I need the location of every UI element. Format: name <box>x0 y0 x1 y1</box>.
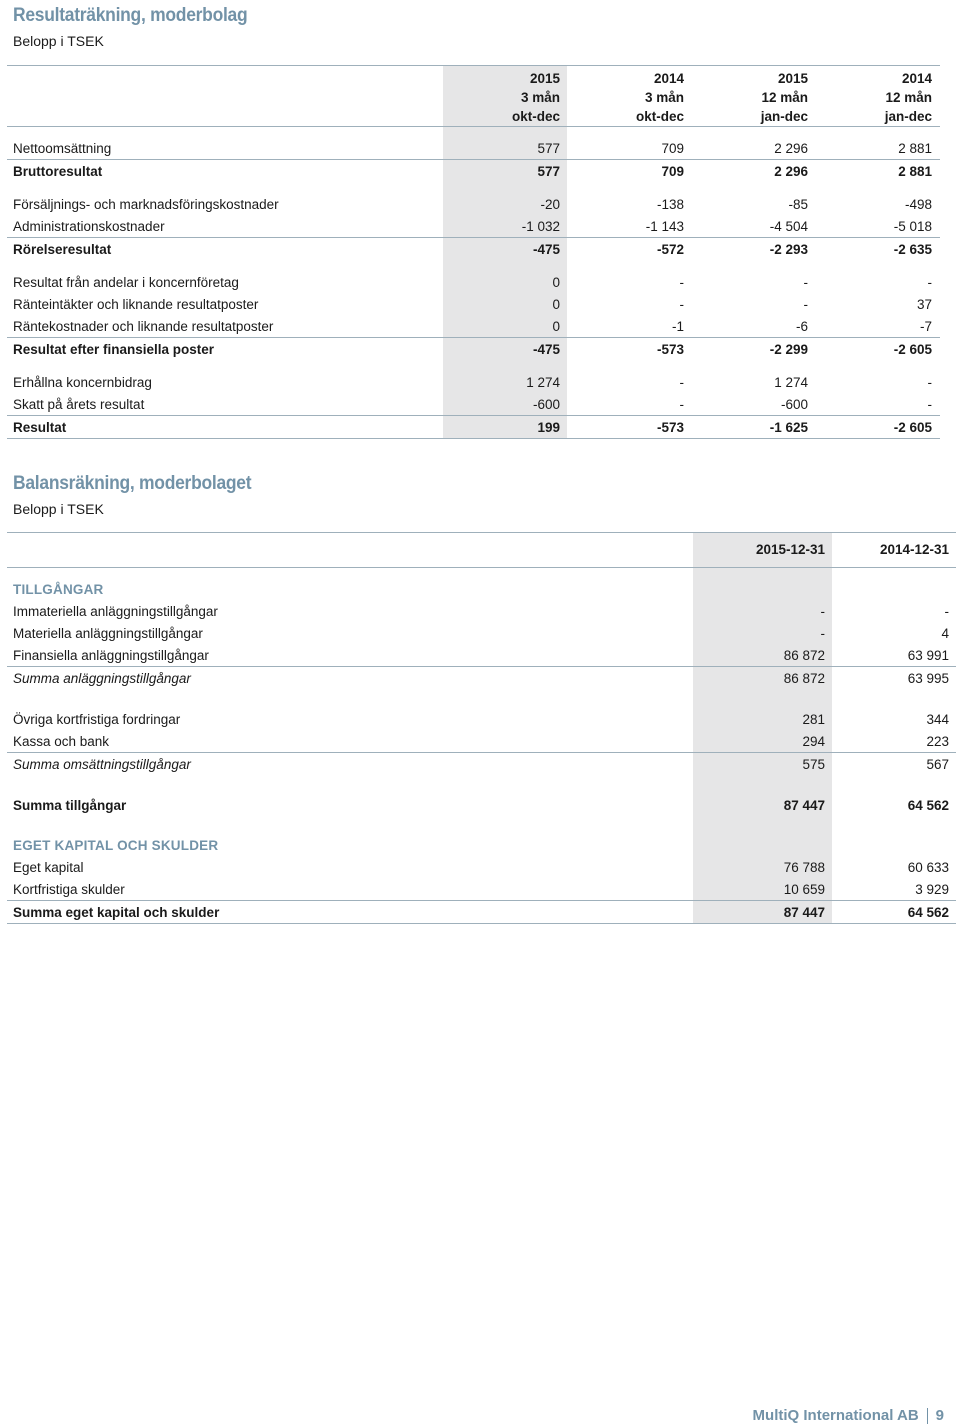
header-rule <box>7 126 940 127</box>
cell-value: 86 872 <box>783 671 825 686</box>
cell-value: 63 991 <box>907 648 949 663</box>
cell-value: -1 <box>671 319 684 334</box>
cell-value: -2 299 <box>769 342 808 357</box>
cell-value: 0 <box>552 297 560 312</box>
cell-value: 10 659 <box>783 882 825 897</box>
table-row <box>7 903 956 923</box>
cell-value: -498 <box>904 197 932 212</box>
table-bottom-rule <box>7 438 940 439</box>
cell-value: - <box>803 297 808 312</box>
table-row <box>7 418 940 438</box>
cell-value: 709 <box>661 141 684 156</box>
table-row <box>7 755 956 775</box>
cell-value: -6 <box>795 319 808 334</box>
cell-value: 281 <box>802 712 825 727</box>
table-row <box>7 880 956 900</box>
cell-value: 0 <box>552 319 560 334</box>
cell-value: -2 605 <box>893 420 932 435</box>
row-label: Summa eget kapital och skulder <box>13 905 220 920</box>
cell-value: -572 <box>656 242 684 257</box>
cell-value: - <box>679 375 684 390</box>
table-row <box>7 710 956 730</box>
cell-value: 199 <box>537 420 560 435</box>
income-subtitle: Belopp i TSEK <box>13 33 104 49</box>
cell-value: -2 293 <box>769 242 808 257</box>
cell-value: 3 929 <box>915 882 949 897</box>
cell-value: -1 032 <box>521 219 560 234</box>
cell-value: -85 <box>788 197 808 212</box>
column-header-q4-2015: 2015 3 mån okt-dec <box>511 71 560 124</box>
cell-value: 2 296 <box>774 164 808 179</box>
cell-value: -573 <box>656 342 684 357</box>
header-rule <box>7 567 956 568</box>
cell-value: -475 <box>532 242 560 257</box>
row-label: Ränteintäkter och liknande resultatposter <box>13 297 259 312</box>
row-label: Nettoomsättning <box>13 141 112 156</box>
table-row <box>7 602 956 622</box>
cell-value: -573 <box>656 420 684 435</box>
row-label: Resultat från andelar i koncernföretag <box>13 275 239 290</box>
table-row <box>7 317 940 337</box>
row-rule <box>7 159 940 160</box>
row-label: Administrationskostnader <box>13 219 165 234</box>
row-rule <box>7 900 956 901</box>
cell-value: - <box>820 626 825 641</box>
cell-value: -2 605 <box>893 342 932 357</box>
cell-value: 86 872 <box>783 648 825 663</box>
cell-value: -2 635 <box>893 242 932 257</box>
cell-value: - <box>679 297 684 312</box>
cell-value: 60 633 <box>907 860 949 875</box>
table-row <box>7 624 956 644</box>
table-row <box>7 195 940 215</box>
cell-value: 575 <box>802 757 825 772</box>
row-label: Räntekostnader och liknande resultatposter <box>13 319 274 334</box>
table-row <box>7 162 940 182</box>
column-header-q4-2014: 2014 3 mån okt-dec <box>635 71 684 124</box>
table-row <box>7 858 956 878</box>
table-row <box>7 273 940 293</box>
cell-value: 1 274 <box>774 375 808 390</box>
table-row <box>7 295 940 315</box>
cell-value: -600 <box>532 397 560 412</box>
row-rule <box>7 666 956 667</box>
cell-value: 87 447 <box>783 798 825 813</box>
cell-value: 0 <box>552 275 560 290</box>
row-label: Övriga kortfristiga fordringar <box>13 712 181 727</box>
balance-subtitle: Belopp i TSEK <box>13 501 104 517</box>
column-header-2014: 2014-12-31 <box>879 542 949 557</box>
assets-heading: TILLGÅNGAR <box>13 582 104 597</box>
cell-value: 2 881 <box>898 164 932 179</box>
column-header-fy-2015: 2015 12 mån jan-dec <box>760 71 808 124</box>
equity-heading: EGET KAPITAL OCH SKULDER <box>13 838 219 853</box>
cell-value: -600 <box>780 397 808 412</box>
cell-value: - <box>927 275 932 290</box>
cell-value: 294 <box>802 734 825 749</box>
balance-title: Balansräkning, moderbolaget <box>13 473 252 494</box>
cell-value: -1 625 <box>769 420 808 435</box>
table-top-rule <box>7 65 940 66</box>
row-rule <box>7 752 956 753</box>
cell-value: -475 <box>532 342 560 357</box>
table-row <box>7 340 940 360</box>
page-footer <box>753 1407 944 1424</box>
cell-value: -1 143 <box>645 219 684 234</box>
cell-value: 64 562 <box>907 798 949 813</box>
cell-value: -5 018 <box>893 219 932 234</box>
cell-value: 1 274 <box>526 375 560 390</box>
cell-value: 223 <box>926 734 949 749</box>
row-label: Summa tillgångar <box>13 798 127 813</box>
cell-value: 567 <box>926 757 949 772</box>
cell-value: -7 <box>919 319 932 334</box>
cell-value: - <box>820 604 825 619</box>
row-label: Resultat <box>13 420 67 435</box>
cell-value: 37 <box>916 297 932 312</box>
cell-value: 2 881 <box>898 141 932 156</box>
column-header-fy-2014: 2014 12 mån jan-dec <box>884 71 932 124</box>
row-label: Eget kapital <box>13 860 84 875</box>
table-row <box>7 732 956 752</box>
table-row <box>7 139 940 159</box>
table-top-rule <box>7 532 956 533</box>
cell-value: 64 562 <box>907 905 949 920</box>
cell-value: - <box>927 397 932 412</box>
row-label: Bruttoresultat <box>13 164 103 179</box>
cell-value: 344 <box>926 712 949 727</box>
table-row <box>7 669 956 689</box>
cell-value: - <box>679 275 684 290</box>
cell-value: 577 <box>537 164 560 179</box>
cell-value: -138 <box>656 197 684 212</box>
cell-value: -4 504 <box>769 219 808 234</box>
row-rule <box>7 415 940 416</box>
table-row <box>7 373 940 393</box>
cell-value: - <box>679 397 684 412</box>
table-row <box>7 796 956 816</box>
income-statement-table <box>7 65 940 439</box>
page-number: 9 <box>935 1407 944 1424</box>
cell-value: - <box>927 375 932 390</box>
row-label: Immateriella anläggningstillgångar <box>13 604 218 619</box>
column-header-2015: 2015-12-31 <box>755 542 825 557</box>
row-label: Resultat efter finansiella poster <box>13 342 215 357</box>
row-label: Summa omsättningstillgångar <box>13 757 191 772</box>
cell-value: 76 788 <box>783 860 825 875</box>
cell-value: - <box>803 275 808 290</box>
cell-value: 63 995 <box>907 671 949 686</box>
row-label: Skatt på årets resultat <box>13 397 145 412</box>
table-row <box>7 395 940 415</box>
company-name: MultiQ International AB <box>752 1407 919 1424</box>
cell-value: 2 296 <box>774 141 808 156</box>
row-rule <box>7 237 940 238</box>
row-label: Kassa och bank <box>13 734 110 749</box>
cell-value: - <box>944 604 949 619</box>
cell-value: 87 447 <box>783 905 825 920</box>
cell-value: 577 <box>537 141 560 156</box>
income-title: Resultaträkning, moderbolag <box>13 5 248 26</box>
row-label: Erhållna koncernbidrag <box>13 375 152 390</box>
cell-value: 709 <box>661 164 684 179</box>
table-row <box>7 217 940 237</box>
row-label: Försäljnings- och marknadsföringskostnader <box>13 197 279 212</box>
footer-separator <box>927 1408 928 1424</box>
cell-value: -20 <box>540 197 560 212</box>
row-rule <box>7 337 940 338</box>
cell-value: 4 <box>941 626 949 641</box>
table-row <box>7 646 956 666</box>
table-bottom-rule <box>7 923 956 924</box>
row-label: Finansiella anläggningstillgångar <box>13 648 209 663</box>
row-label: Kortfristiga skulder <box>13 882 125 897</box>
balance-sheet-table <box>7 532 956 924</box>
row-label: Rörelseresultat <box>13 242 112 257</box>
table-row <box>7 240 940 260</box>
row-label: Summa anläggningstillgångar <box>13 671 191 686</box>
row-label: Materiella anläggningstillgångar <box>13 626 203 641</box>
